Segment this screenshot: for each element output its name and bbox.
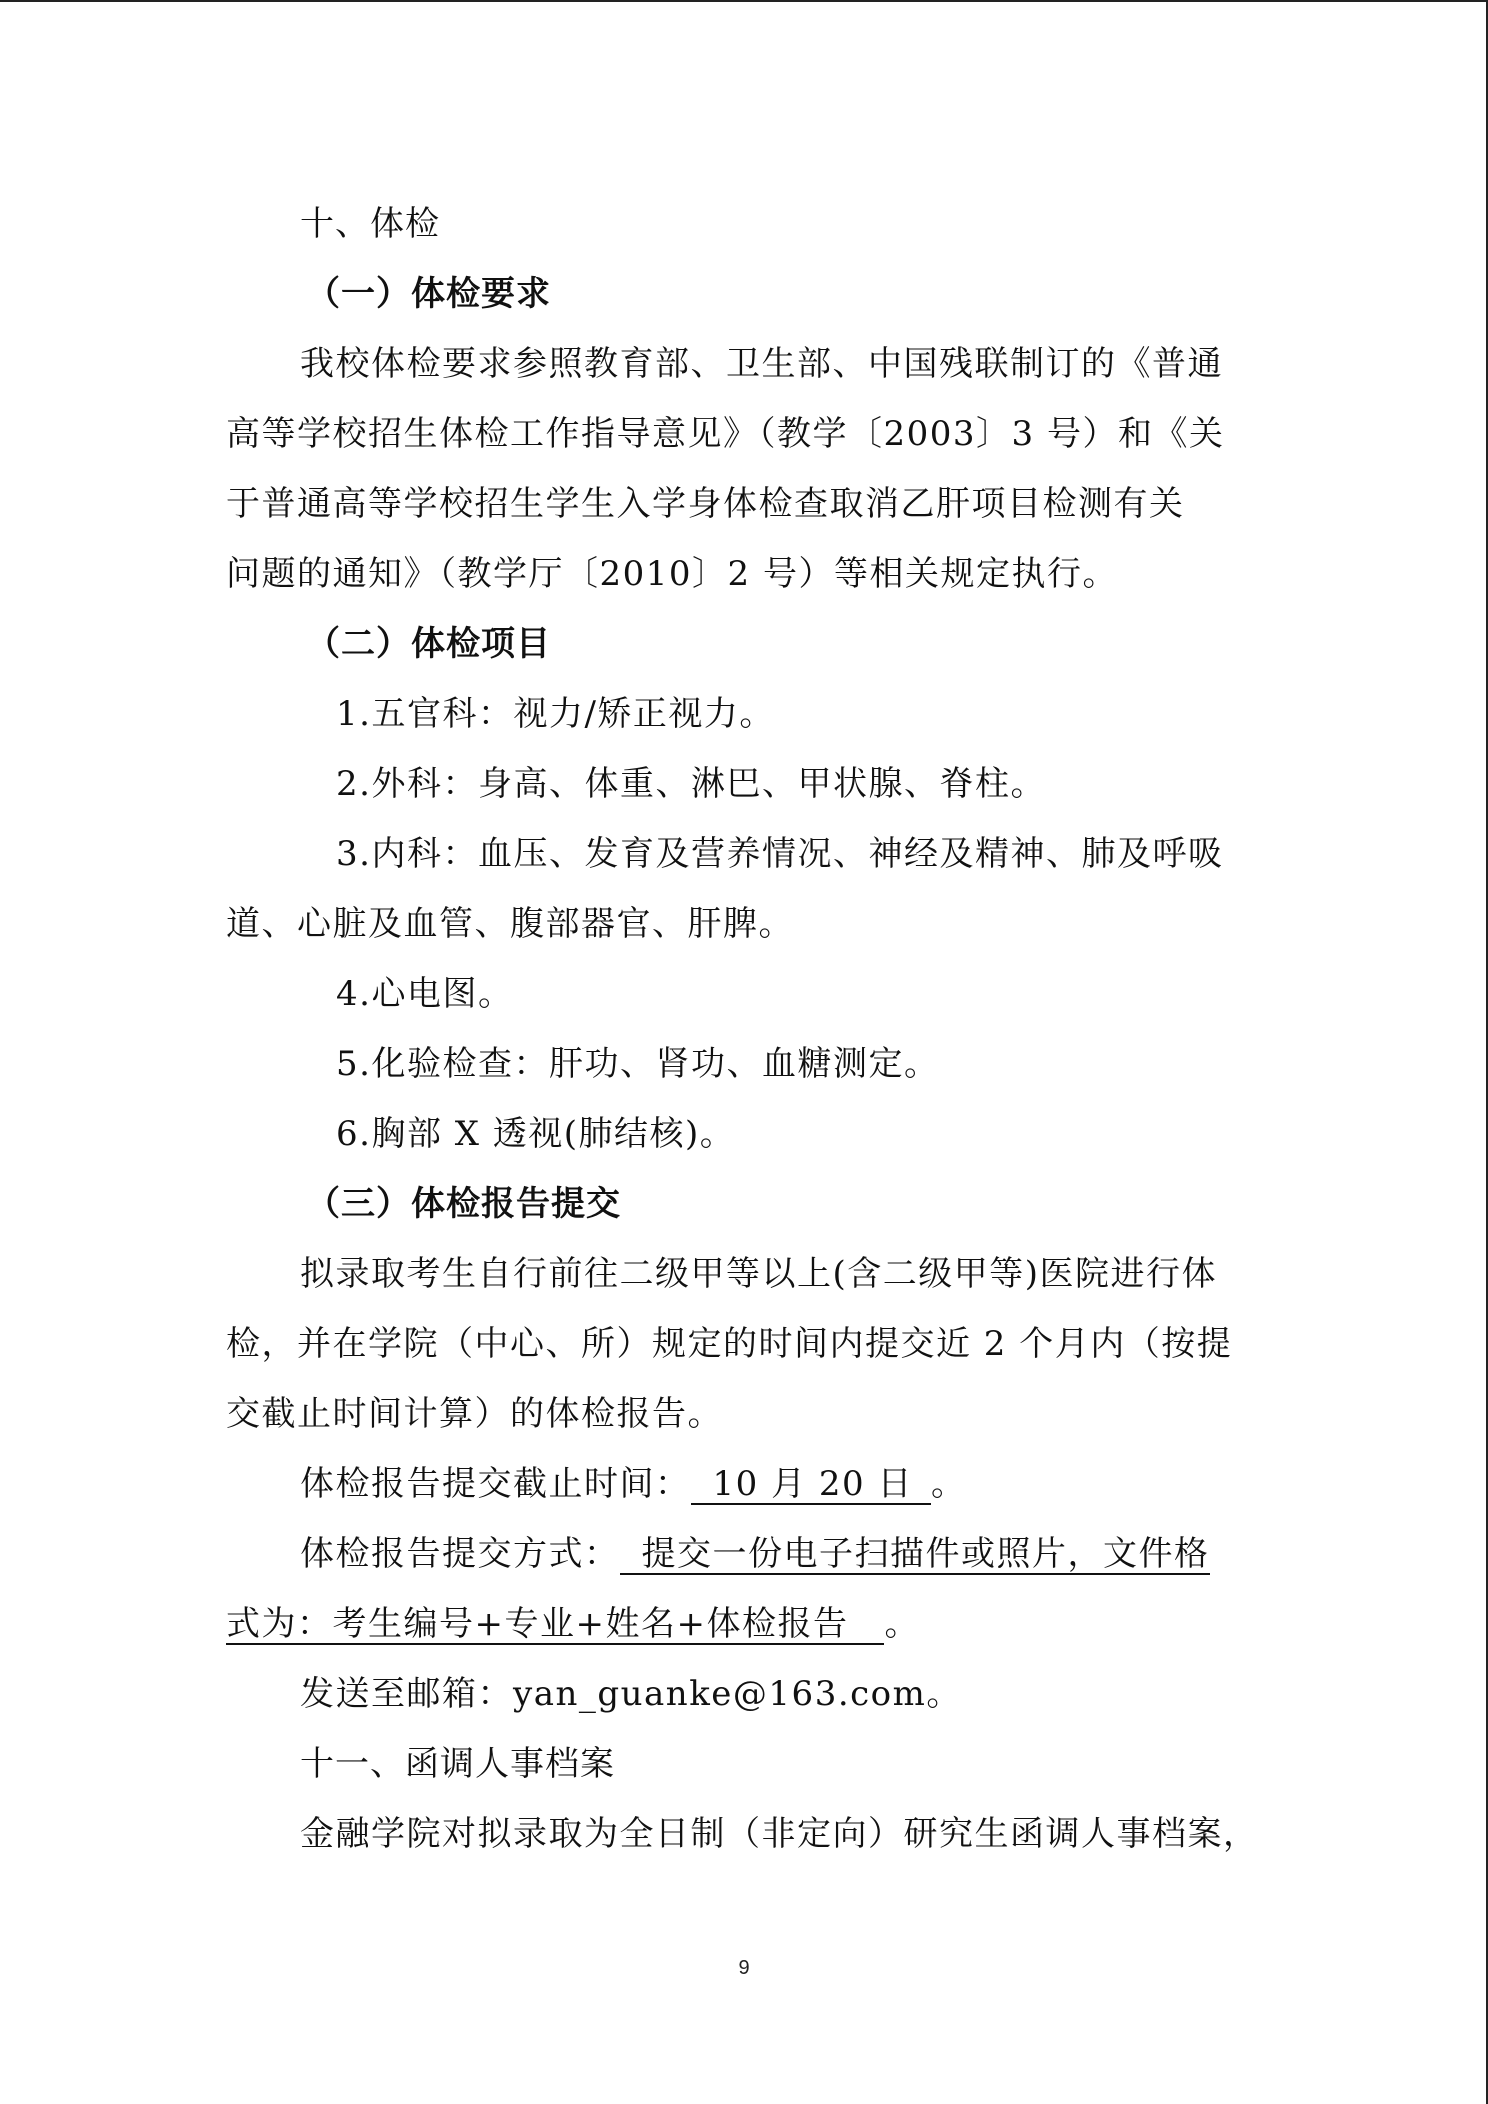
method-end: 。 (884, 1604, 920, 1644)
list-item: 2.外科：身高、体重、淋巴、甲状腺、脊柱。 (336, 764, 1046, 804)
paragraph-line: 交截止时间计算）的体检报告。 (226, 1394, 723, 1434)
paragraph-line: 检，并在学院（中心、所）规定的时间内提交近 2 个月内（按提 (226, 1324, 1233, 1364)
list-item: 4.心电图。 (336, 974, 514, 1014)
list-item-continuation: 道、心脏及血管、腹部器官、肝脾。 (226, 904, 794, 944)
method-label: 体检报告提交方式： (300, 1534, 620, 1574)
email-address: yan_guanke@163.com (513, 1674, 927, 1714)
paragraph-line: 高等学校招生体检工作指导意见》（教学〔2003〕3 号）和《关 (226, 414, 1225, 454)
paragraph-line: 问题的通知》（教学厅〔2010〕2 号）等相关规定执行。 (226, 554, 1118, 594)
list-item: 1.五官科：视力/矫正视力。 (336, 694, 775, 734)
email-label: 发送至邮箱： (300, 1674, 513, 1714)
deadline-line (300, 1462, 966, 1506)
deadline-end: 。 (930, 1464, 967, 1504)
section-heading-physical-exam: 十、体检 (300, 204, 440, 244)
method-value-2: 式为：考生编号+专业+姓名+体检报告 (226, 1605, 884, 1645)
paragraph-line: 拟录取考生自行前往二级甲等以上(含二级甲等)医院进行体 (300, 1254, 1218, 1294)
list-item: 6.胸部 X 透视(肺结核)。 (336, 1114, 736, 1154)
paragraph-line: 于普通高等学校招生学生入学身体检查取消乙肝项目检测有关 (226, 484, 1185, 524)
method-value-1: 提交一份电子扫描件或照片，文件格 (620, 1535, 1210, 1575)
page-number: 9 (738, 1957, 750, 1979)
deadline-value: 10 月 20 日 (691, 1465, 931, 1505)
list-item: 5.化验检查：肝功、肾功、血糖测定。 (336, 1044, 940, 1084)
email-end: 。 (926, 1674, 962, 1714)
method-line-1 (300, 1532, 1210, 1576)
method-line-2 (226, 1602, 920, 1646)
paragraph-line: 金融学院对拟录取为全日制（非定向）研究生函调人事档案， (300, 1814, 1259, 1854)
paragraph-line: 我校体检要求参照教育部、卫生部、中国残联制订的《普通 (300, 344, 1223, 384)
subheading-report-submission: （三）体检报告提交 (306, 1184, 621, 1224)
subheading-exam-items: （二）体检项目 (306, 624, 551, 664)
deadline-label: 体检报告提交截止时间： (300, 1464, 691, 1504)
email-line (300, 1672, 962, 1716)
subheading-exam-requirements: （一）体检要求 (306, 274, 551, 314)
section-heading-personnel-files: 十一、函调人事档案 (300, 1744, 615, 1784)
list-item: 3.内科：血压、发育及营养情况、神经及精神、肺及呼吸 (336, 834, 1224, 874)
